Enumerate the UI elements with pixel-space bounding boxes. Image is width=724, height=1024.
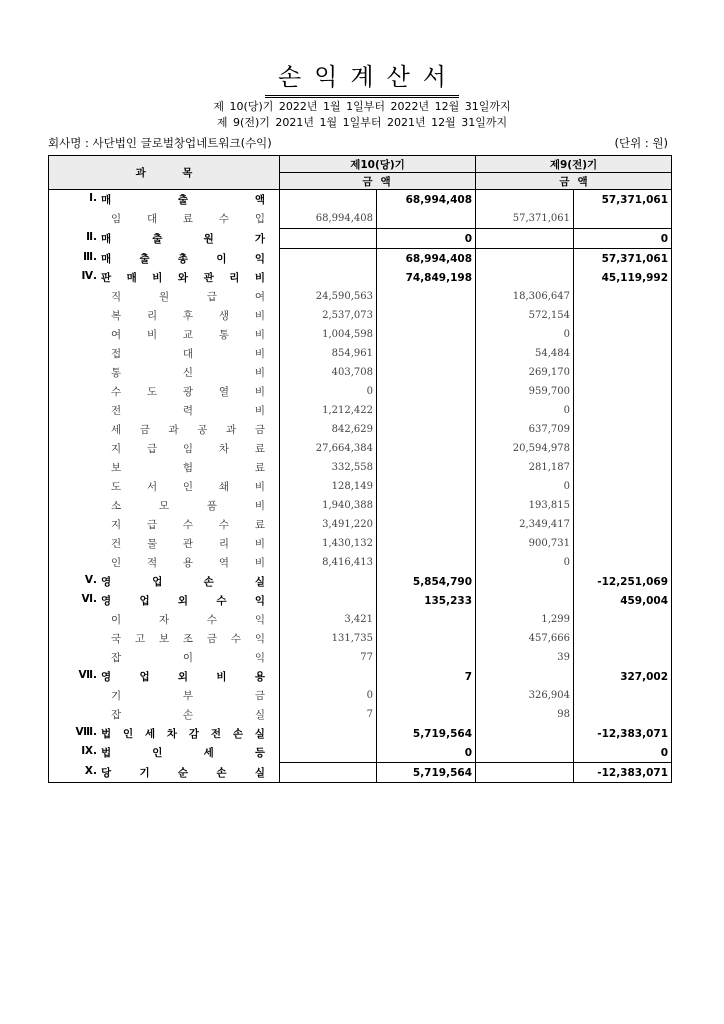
account-label <box>49 420 280 439</box>
prior-item-amount: 457,666 <box>476 629 574 648</box>
prior-total-amount <box>574 515 672 534</box>
account-name: 수 도 광 열 비 <box>111 386 265 398</box>
account-name: 영 업 외 수 익 <box>101 595 265 607</box>
section-row <box>49 591 672 610</box>
account-name: 잡 이 익 <box>111 652 265 664</box>
header-prior-amount-left: 금 <box>476 173 574 190</box>
section-row <box>49 743 672 763</box>
account-label <box>49 610 280 629</box>
prior-total-amount <box>574 325 672 344</box>
item-row <box>49 686 672 705</box>
item-row <box>49 610 672 629</box>
item-row <box>49 382 672 401</box>
current-total-amount: 5,854,790 <box>377 572 476 591</box>
item-row <box>49 477 672 496</box>
current-item-amount: 3,421 <box>280 610 377 629</box>
current-total-amount <box>377 458 476 477</box>
current-item-amount: 68,994,408 <box>280 209 377 229</box>
prior-total-amount <box>574 705 672 724</box>
account-name: 인 적 용 역 비 <box>111 557 265 569</box>
current-total-amount: 0 <box>377 743 476 763</box>
current-item-amount: 7 <box>280 705 377 724</box>
item-row <box>49 705 672 724</box>
section-row <box>49 229 672 249</box>
prior-total-amount: -12,383,071 <box>574 763 672 783</box>
account-name: 임 대 료 수 입 <box>111 213 265 226</box>
prior-item-amount: 281,187 <box>476 458 574 477</box>
account-label <box>49 458 280 477</box>
current-item-amount: 27,664,384 <box>280 439 377 458</box>
current-total-amount: 0 <box>377 229 476 249</box>
current-item-amount: 8,416,413 <box>280 553 377 572</box>
prior-total-amount: 0 <box>574 743 672 763</box>
company-name: 회사명 : 사단법인 글로벌창업네트워크(수익) <box>48 136 272 150</box>
current-item-amount: 24,590,563 <box>280 287 377 306</box>
current-item-amount <box>280 743 377 763</box>
account-name: 잡 손 실 <box>111 709 265 721</box>
current-item-amount <box>280 667 377 686</box>
prior-item-amount: 0 <box>476 325 574 344</box>
current-total-amount: 5,719,564 <box>377 763 476 783</box>
item-row <box>49 515 672 534</box>
current-total-amount <box>377 344 476 363</box>
prior-item-amount <box>476 763 574 783</box>
prior-item-amount <box>476 667 574 686</box>
prior-total-amount <box>574 287 672 306</box>
account-label <box>49 705 280 724</box>
account-label <box>49 382 280 401</box>
current-total-amount: 135,233 <box>377 591 476 610</box>
current-item-amount <box>280 190 377 210</box>
income-statement-table <box>48 155 672 783</box>
current-total-amount <box>377 287 476 306</box>
current-item-amount <box>280 229 377 249</box>
prior-item-amount <box>476 724 574 743</box>
item-row <box>49 648 672 667</box>
account-label <box>49 306 280 325</box>
account-name: 도 서 인 쇄 비 <box>111 481 265 493</box>
section-number: Ⅸ. <box>81 745 97 758</box>
item-row <box>49 553 672 572</box>
current-total-amount <box>377 382 476 401</box>
current-total-amount: 74,849,198 <box>377 268 476 287</box>
account-label <box>49 534 280 553</box>
account-name: 법 인 세 등 <box>101 747 265 760</box>
current-total-amount <box>377 363 476 382</box>
prior-item-amount: 637,709 <box>476 420 574 439</box>
item-row <box>49 363 672 382</box>
account-name: 건 물 관 리 비 <box>111 538 265 550</box>
current-total-amount <box>377 420 476 439</box>
item-row <box>49 420 672 439</box>
account-name: 법 인 세 차 감 전 손 실 <box>101 728 265 740</box>
section-number: Ⅶ. <box>78 669 97 681</box>
item-row <box>49 287 672 306</box>
section-row <box>49 572 672 591</box>
period-prior: 제 9(전)기 2021년 1월 1일부터 2021년 12월 31일까지 <box>216 116 508 129</box>
account-name: 직 원 급 여 <box>111 291 265 303</box>
current-item-amount: 2,537,073 <box>280 306 377 325</box>
current-item-amount <box>280 249 377 269</box>
prior-total-amount: -12,383,071 <box>574 724 672 743</box>
current-item-amount: 131,735 <box>280 629 377 648</box>
prior-item-amount <box>476 190 574 210</box>
statement-rows <box>49 190 672 783</box>
current-item-amount: 842,629 <box>280 420 377 439</box>
section-number: Ⅵ. <box>81 593 97 605</box>
prior-total-amount <box>574 496 672 515</box>
account-label <box>49 591 280 610</box>
prior-total-amount <box>574 534 672 553</box>
prior-total-amount: 0 <box>574 229 672 249</box>
prior-item-amount <box>476 591 574 610</box>
account-name: 소 모 품 비 <box>111 500 265 512</box>
prior-total-amount <box>574 686 672 705</box>
account-label <box>49 477 280 496</box>
current-total-amount <box>377 648 476 667</box>
current-item-amount <box>280 724 377 743</box>
section-row <box>49 667 672 686</box>
prior-item-amount <box>476 249 574 269</box>
section-number: Ⅲ. <box>83 250 97 263</box>
current-item-amount: 403,708 <box>280 363 377 382</box>
section-row <box>49 190 672 210</box>
account-name: 전 력 비 <box>111 405 265 417</box>
prior-item-amount <box>476 229 574 249</box>
section-number: Ⅱ. <box>86 231 97 243</box>
header-current-amount-left: 금 <box>280 173 377 190</box>
prior-item-amount <box>476 743 574 763</box>
current-total-amount <box>377 477 476 496</box>
current-item-amount: 1,004,598 <box>280 325 377 344</box>
current-total-amount <box>377 401 476 420</box>
account-label <box>49 743 280 763</box>
prior-total-amount <box>574 363 672 382</box>
current-total-amount <box>377 209 476 229</box>
prior-total-amount <box>574 477 672 496</box>
prior-total-amount <box>574 306 672 325</box>
account-name: 영 업 손 실 <box>101 576 265 588</box>
current-total-amount: 68,994,408 <box>377 190 476 210</box>
current-item-amount: 128,149 <box>280 477 377 496</box>
account-label <box>49 629 280 648</box>
current-item-amount: 332,558 <box>280 458 377 477</box>
header-prior-amount-right: 액 <box>574 173 672 190</box>
account-label <box>49 401 280 420</box>
current-total-amount <box>377 306 476 325</box>
item-row <box>49 439 672 458</box>
account-name: 매 출 액 <box>101 194 265 206</box>
account-label <box>49 686 280 705</box>
prior-item-amount: 959,700 <box>476 382 574 401</box>
account-label <box>49 363 280 382</box>
current-total-amount <box>377 496 476 515</box>
header-current-amount-right: 액 <box>377 173 476 190</box>
item-row <box>49 534 672 553</box>
account-label <box>49 287 280 306</box>
prior-item-amount: 2,349,417 <box>476 515 574 534</box>
document-title: 손익계산서 <box>0 57 724 98</box>
prior-total-amount <box>574 209 672 229</box>
current-item-amount: 1,940,388 <box>280 496 377 515</box>
current-total-amount <box>377 629 476 648</box>
account-name: 기 부 금 <box>111 690 265 702</box>
prior-total-amount <box>574 629 672 648</box>
account-label <box>49 515 280 534</box>
current-item-amount: 3,491,220 <box>280 515 377 534</box>
account-label <box>49 249 280 269</box>
prior-total-amount <box>574 401 672 420</box>
account-name: 통 신 비 <box>111 367 265 379</box>
prior-total-amount: 57,371,061 <box>574 249 672 269</box>
prior-item-amount: 98 <box>476 705 574 724</box>
account-name: 매 출 원 가 <box>101 233 265 245</box>
prior-item-amount: 0 <box>476 401 574 420</box>
account-name: 여 비 교 통 비 <box>111 329 265 341</box>
account-name: 접 대 비 <box>111 348 265 360</box>
prior-total-amount <box>574 439 672 458</box>
header-current-period: 제10(당)기 <box>280 156 476 173</box>
current-total-amount: 68,994,408 <box>377 249 476 269</box>
current-total-amount <box>377 610 476 629</box>
prior-item-amount: 18,306,647 <box>476 287 574 306</box>
account-label <box>49 344 280 363</box>
prior-total-amount: 327,002 <box>574 667 672 686</box>
prior-item-amount <box>476 572 574 591</box>
account-name: 세 금 과 공 과 금 <box>111 424 265 436</box>
item-row <box>49 325 672 344</box>
current-total-amount <box>377 439 476 458</box>
current-item-amount <box>280 572 377 591</box>
prior-item-amount: 269,170 <box>476 363 574 382</box>
current-total-amount: 7 <box>377 667 476 686</box>
account-name: 보 험 료 <box>111 462 265 474</box>
current-total-amount <box>377 705 476 724</box>
section-number: Ⅷ. <box>75 726 97 738</box>
unit-label: (단위 : 원) <box>614 136 668 150</box>
prior-item-amount: 20,594,978 <box>476 439 574 458</box>
prior-item-amount: 0 <box>476 553 574 572</box>
section-row <box>49 763 672 783</box>
current-item-amount: 854,961 <box>280 344 377 363</box>
current-item-amount <box>280 763 377 783</box>
prior-total-amount <box>574 382 672 401</box>
account-label <box>49 190 280 210</box>
current-item-amount: 1,212,422 <box>280 401 377 420</box>
item-row <box>49 306 672 325</box>
account-name: 지 급 임 차 료 <box>111 443 265 455</box>
header-account: 과 목 <box>49 156 280 190</box>
prior-item-amount: 54,484 <box>476 344 574 363</box>
item-row <box>49 209 672 229</box>
current-total-amount <box>377 553 476 572</box>
prior-item-amount: 39 <box>476 648 574 667</box>
current-item-amount: 1,430,132 <box>280 534 377 553</box>
account-label <box>49 209 280 229</box>
current-total-amount <box>377 515 476 534</box>
section-number: Ⅳ. <box>81 270 97 282</box>
prior-total-amount <box>574 458 672 477</box>
prior-total-amount: 459,004 <box>574 591 672 610</box>
account-name: 당 기 순 손 실 <box>101 766 265 779</box>
current-total-amount: 5,719,564 <box>377 724 476 743</box>
period-current: 제 10(당)기 2022년 1월 1일부터 2022년 12월 31일까지 <box>213 100 511 113</box>
current-item-amount: 77 <box>280 648 377 667</box>
prior-total-amount: 45,119,992 <box>574 268 672 287</box>
item-row <box>49 458 672 477</box>
account-name: 판 매 비 와 관 리 비 <box>101 272 265 284</box>
account-name: 지 급 수 수 료 <box>111 519 265 531</box>
account-name: 복 리 후 생 비 <box>111 310 265 322</box>
prior-total-amount <box>574 344 672 363</box>
account-label <box>49 648 280 667</box>
current-total-amount <box>377 686 476 705</box>
prior-item-amount <box>476 268 574 287</box>
account-name: 국 고 보 조 금 수 익 <box>111 633 265 645</box>
item-row <box>49 629 672 648</box>
account-label <box>49 325 280 344</box>
account-name: 이 자 수 익 <box>111 614 265 626</box>
prior-total-amount: -12,251,069 <box>574 572 672 591</box>
prior-total-amount <box>574 610 672 629</box>
prior-item-amount: 572,154 <box>476 306 574 325</box>
prior-item-amount: 57,371,061 <box>476 209 574 229</box>
item-row <box>49 401 672 420</box>
account-label <box>49 572 280 591</box>
header-prior-period: 제9(전)기 <box>476 156 672 173</box>
account-label <box>49 268 280 287</box>
prior-total-amount <box>574 553 672 572</box>
account-label <box>49 667 280 686</box>
account-label <box>49 439 280 458</box>
current-total-amount <box>377 534 476 553</box>
prior-total-amount: 57,371,061 <box>574 190 672 210</box>
section-row <box>49 249 672 269</box>
account-label <box>49 763 280 783</box>
prior-total-amount <box>574 420 672 439</box>
prior-item-amount: 0 <box>476 477 574 496</box>
section-row <box>49 724 672 743</box>
current-item-amount: 0 <box>280 686 377 705</box>
section-number: Ⅹ. <box>84 764 97 777</box>
section-row <box>49 268 672 287</box>
account-name: 매 출 총 이 익 <box>101 252 265 265</box>
item-row <box>49 496 672 515</box>
prior-item-amount: 900,731 <box>476 534 574 553</box>
account-label <box>49 229 280 249</box>
account-label <box>49 724 280 743</box>
current-item-amount: 0 <box>280 382 377 401</box>
current-total-amount <box>377 325 476 344</box>
account-name: 영 업 외 비 용 <box>101 671 265 683</box>
prior-item-amount: 1,299 <box>476 610 574 629</box>
account-label <box>49 496 280 515</box>
section-number: Ⅰ. <box>89 192 97 204</box>
prior-total-amount <box>574 648 672 667</box>
account-label <box>49 553 280 572</box>
item-row <box>49 344 672 363</box>
prior-item-amount: 193,815 <box>476 496 574 515</box>
prior-item-amount: 326,904 <box>476 686 574 705</box>
current-item-amount <box>280 591 377 610</box>
section-number: Ⅴ. <box>84 574 97 586</box>
current-item-amount <box>280 268 377 287</box>
